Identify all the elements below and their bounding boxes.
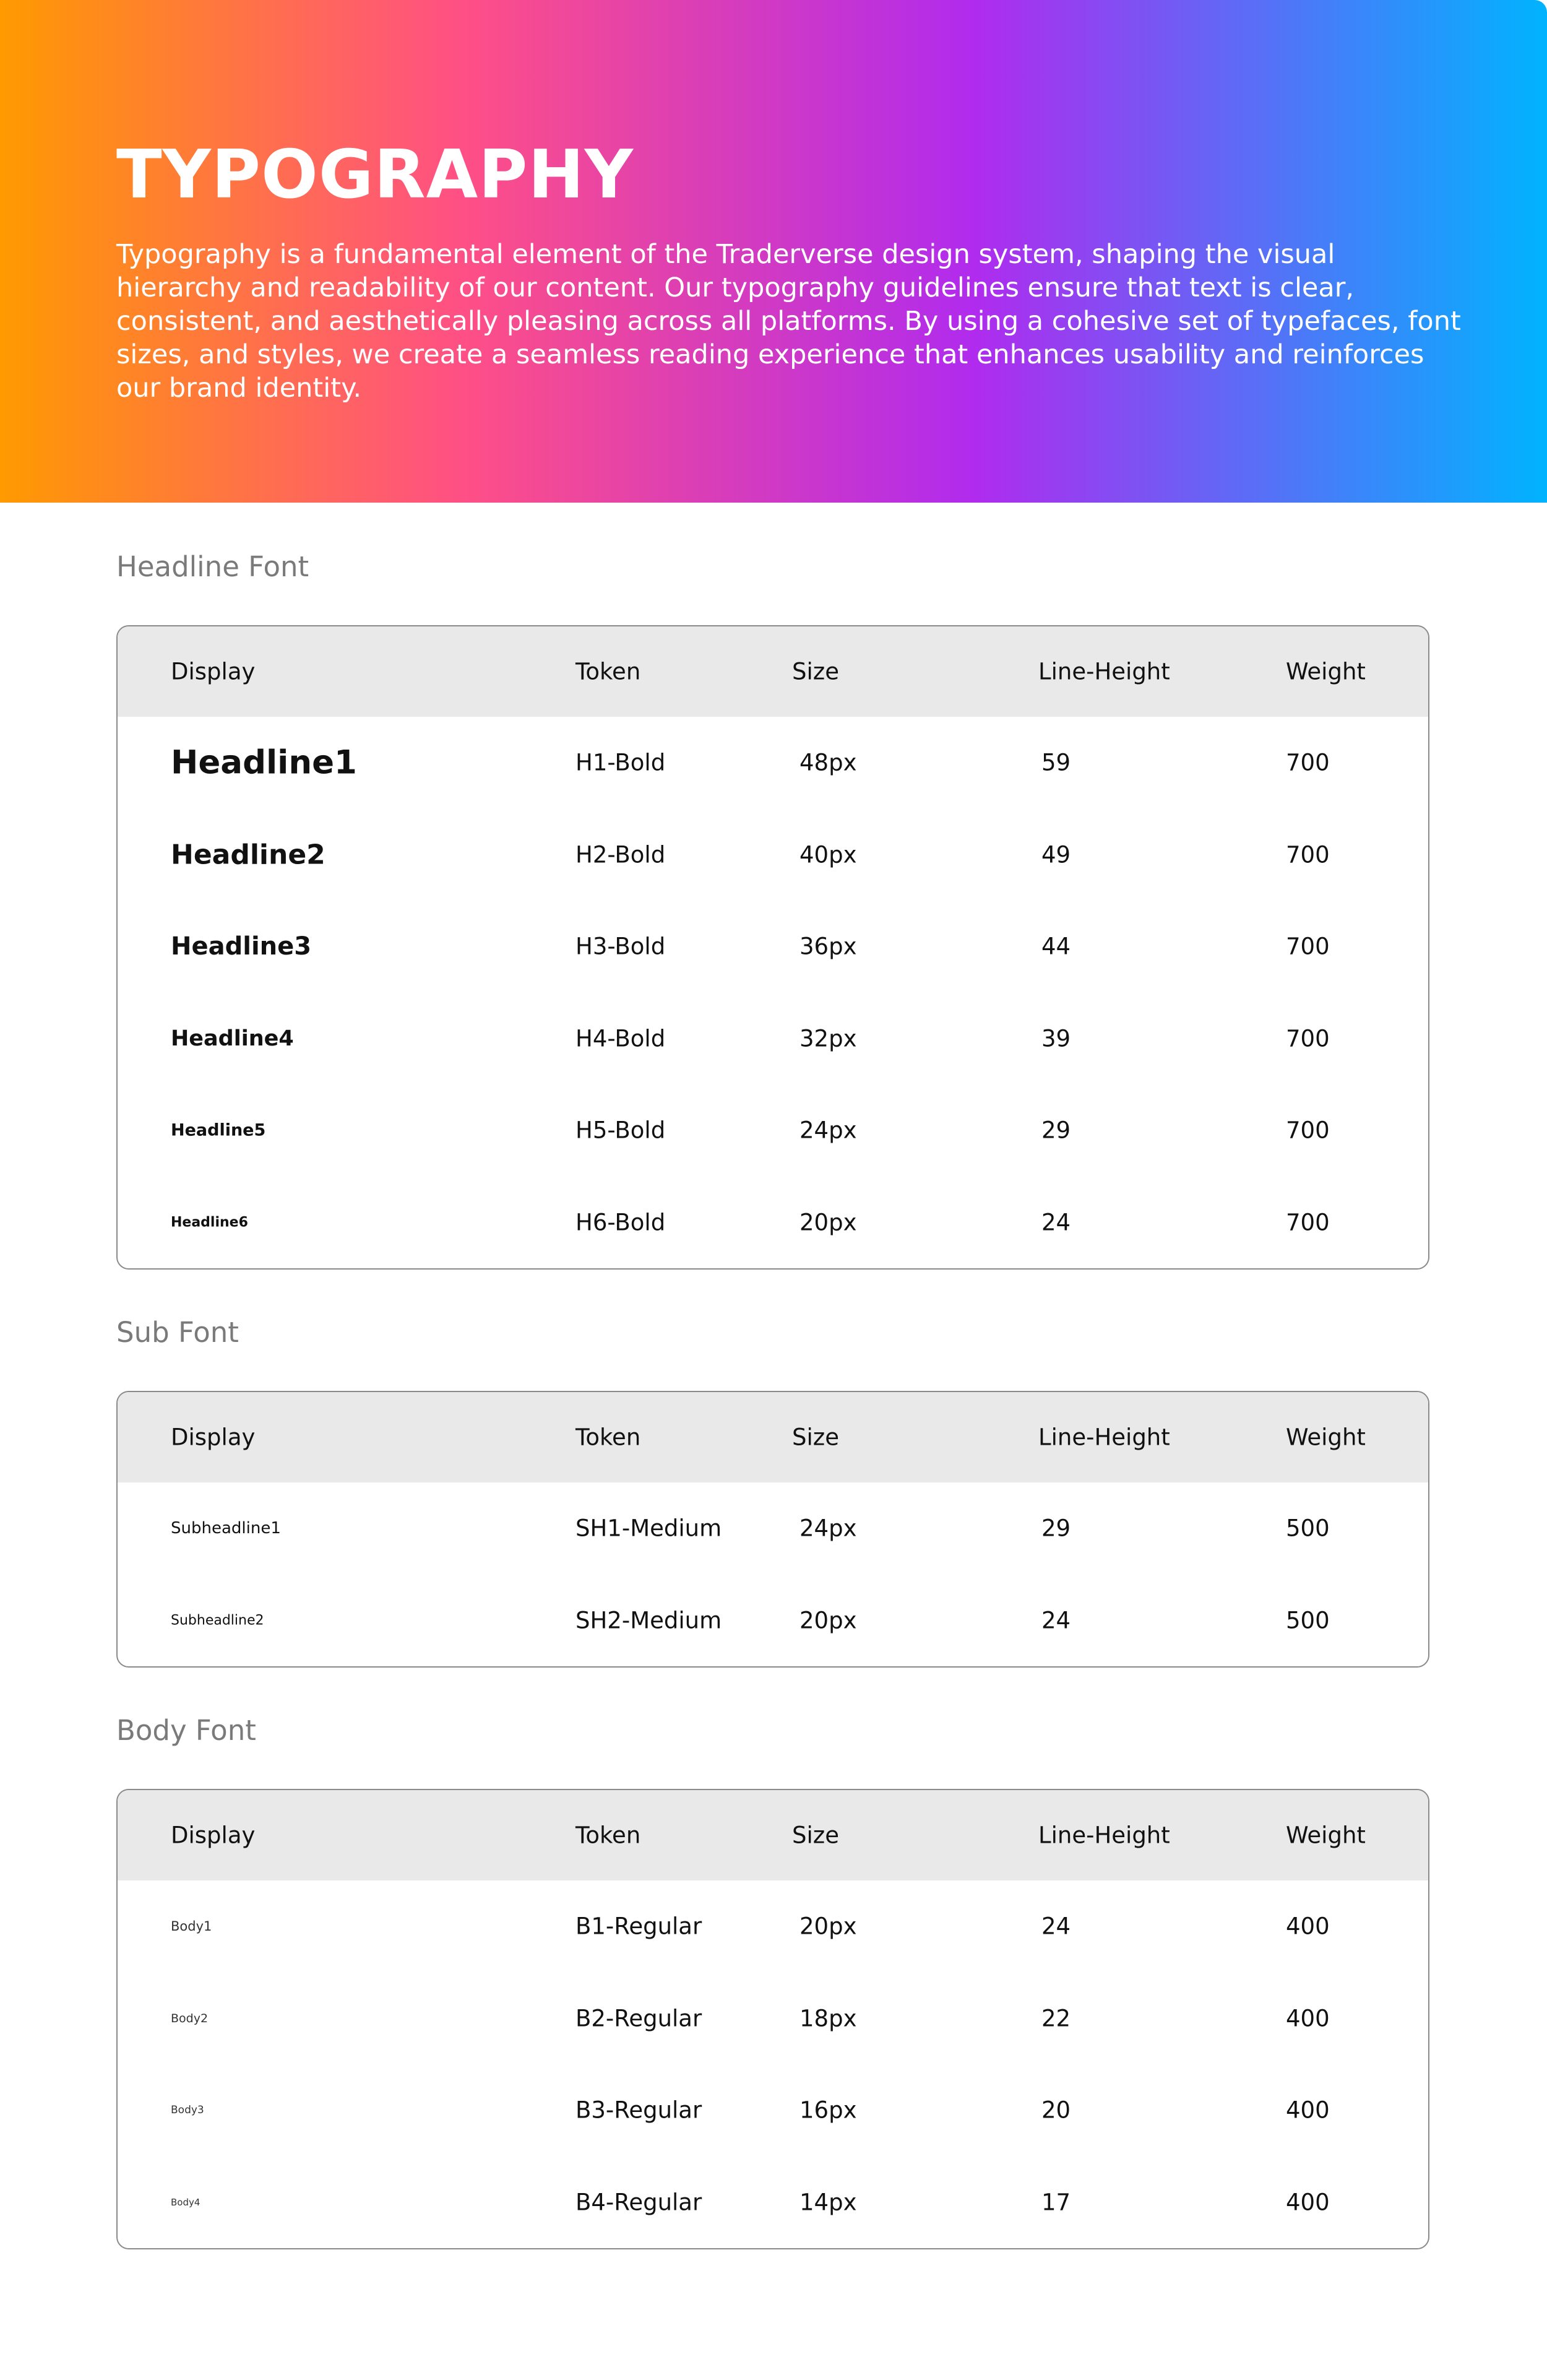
token-value: B3-Regular xyxy=(575,2097,702,2124)
line-height-value: 39 xyxy=(1041,1025,1071,1052)
size-value: 24px xyxy=(799,1117,857,1144)
line-height-value: 44 xyxy=(1041,933,1071,960)
display-sample: Headline6 xyxy=(171,1214,248,1231)
table-row xyxy=(118,717,1428,809)
line-height-value: 59 xyxy=(1041,749,1071,776)
display-sample: Body4 xyxy=(171,2196,200,2208)
size-value: 36px xyxy=(799,933,857,960)
column-header-line-height: Line-Height xyxy=(1038,658,1170,685)
headline-font-table xyxy=(116,625,1429,1270)
column-header-line-height: Line-Height xyxy=(1038,1822,1170,1849)
display-sample: Headline5 xyxy=(171,1120,266,1140)
token-value: B4-Regular xyxy=(575,2189,702,2216)
size-value: 32px xyxy=(799,1025,857,1052)
size-value: 20px xyxy=(799,1607,857,1634)
size-value: 20px xyxy=(799,1913,857,1940)
token-value: B1-Regular xyxy=(575,1913,702,1940)
table-row xyxy=(118,1575,1428,1667)
token-value: B2-Regular xyxy=(575,2005,702,2032)
column-header-token: Token xyxy=(575,658,641,685)
section-label-body: Body Font xyxy=(116,1714,256,1747)
display-sample: Body3 xyxy=(171,2104,204,2117)
weight-value: 700 xyxy=(1286,841,1330,868)
weight-value: 700 xyxy=(1286,1025,1330,1052)
display-sample: Subheadline1 xyxy=(171,1519,281,1538)
table-row xyxy=(118,1177,1428,1269)
table-row xyxy=(118,1482,1428,1575)
token-value: H2-Bold xyxy=(575,841,666,868)
size-value: 18px xyxy=(799,2005,857,2032)
size-value: 14px xyxy=(799,2189,857,2216)
display-sample: Body1 xyxy=(171,1919,212,1934)
token-value: H5-Bold xyxy=(575,1117,666,1144)
size-value: 48px xyxy=(799,749,857,776)
column-header-display: Display xyxy=(171,1822,256,1849)
table-header xyxy=(118,626,1428,717)
column-header-size: Size xyxy=(792,1822,839,1849)
table-row xyxy=(118,809,1428,901)
weight-value: 500 xyxy=(1286,1515,1330,1542)
line-height-value: 24 xyxy=(1041,1209,1071,1236)
page-description: Typography is a fundamental element of the Traderverse design system, shaping the visual hierarchy and readability of our content. Our typography guidelines ensure that text is clear, consistent, and aesthetically pleasing across all platforms. By using a cohesive set of typefaces, font sizes, and styles, we create a seamless reading experience that enhances usability and reinforces our brand identity. xyxy=(116,239,1461,404)
token-value: SH1-Medium xyxy=(575,1515,722,1542)
column-header-token: Token xyxy=(575,1822,641,1849)
weight-value: 700 xyxy=(1286,1209,1330,1236)
table-header xyxy=(118,1790,1428,1880)
line-height-value: 24 xyxy=(1041,1913,1071,1940)
token-value: H4-Bold xyxy=(575,1025,666,1052)
weight-value: 700 xyxy=(1286,933,1330,960)
table-row xyxy=(118,2157,1428,2249)
page-title: TYPOGRAPHY xyxy=(116,136,634,214)
line-height-value: 29 xyxy=(1041,1117,1071,1144)
section-label-headline: Headline Font xyxy=(116,550,309,583)
weight-value: 400 xyxy=(1286,2005,1330,2032)
weight-value: 700 xyxy=(1286,1117,1330,1144)
table-row xyxy=(118,1084,1428,1177)
column-header-weight: Weight xyxy=(1286,1822,1366,1849)
table-row xyxy=(118,993,1428,1085)
section-label-sub: Sub Font xyxy=(116,1316,239,1349)
table-row xyxy=(118,2064,1428,2157)
weight-value: 400 xyxy=(1286,2189,1330,2216)
column-header-line-height: Line-Height xyxy=(1038,1424,1170,1451)
weight-value: 400 xyxy=(1286,2097,1330,2124)
table-row xyxy=(118,1880,1428,1973)
column-header-display: Display xyxy=(171,1424,256,1451)
weight-value: 400 xyxy=(1286,1913,1330,1940)
sub-font-table xyxy=(116,1391,1429,1668)
table-header xyxy=(118,1392,1428,1482)
column-header-size: Size xyxy=(792,1424,839,1451)
table-row xyxy=(118,1973,1428,2065)
display-sample: Headline2 xyxy=(171,839,325,871)
display-sample: Headline3 xyxy=(171,932,312,961)
hero-banner xyxy=(0,0,1547,503)
line-height-value: 29 xyxy=(1041,1515,1071,1542)
token-value: H1-Bold xyxy=(575,749,666,776)
token-value: H6-Bold xyxy=(575,1209,666,1236)
display-sample: Headline4 xyxy=(171,1026,294,1051)
size-value: 16px xyxy=(799,2097,857,2124)
size-value: 20px xyxy=(799,1209,857,1236)
line-height-value: 17 xyxy=(1041,2189,1071,2216)
token-value: SH2-Medium xyxy=(575,1607,722,1634)
display-sample: Headline1 xyxy=(171,743,357,782)
line-height-value: 24 xyxy=(1041,1607,1071,1634)
column-header-display: Display xyxy=(171,658,256,685)
column-header-weight: Weight xyxy=(1286,658,1366,685)
line-height-value: 49 xyxy=(1041,841,1071,868)
weight-value: 500 xyxy=(1286,1607,1330,1634)
table-row xyxy=(118,901,1428,993)
token-value: H3-Bold xyxy=(575,933,666,960)
size-value: 40px xyxy=(799,841,857,868)
column-header-token: Token xyxy=(575,1424,641,1451)
display-sample: Subheadline2 xyxy=(171,1612,264,1629)
size-value: 24px xyxy=(799,1515,857,1542)
weight-value: 700 xyxy=(1286,749,1330,776)
line-height-value: 20 xyxy=(1041,2097,1071,2124)
body-font-table xyxy=(116,1789,1429,2249)
line-height-value: 22 xyxy=(1041,2005,1071,2032)
column-header-size: Size xyxy=(792,658,839,685)
column-header-weight: Weight xyxy=(1286,1424,1366,1451)
display-sample: Body2 xyxy=(171,2011,209,2025)
